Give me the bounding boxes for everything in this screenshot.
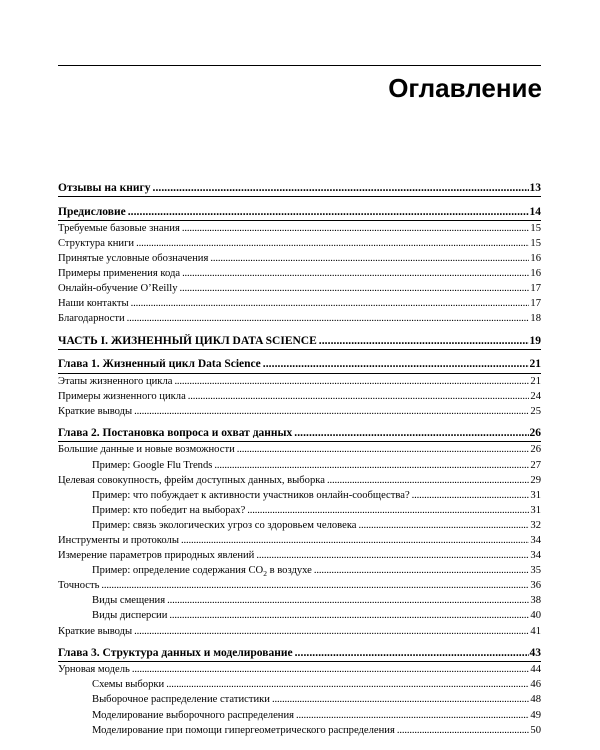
toc-entry-label: Моделирование выборочного распределения [92, 709, 295, 721]
dot-leader [263, 357, 529, 372]
dot-leader [272, 692, 529, 707]
toc-entry-page: 24 [530, 390, 541, 402]
toc-entry[interactable] [58, 533, 541, 548]
toc-entry-label: Пример: что побуждает к активности участников онлайн-сообщества? [92, 489, 410, 501]
toc-entry-page: 43 [529, 647, 541, 660]
toc-entry-page: 15 [530, 237, 541, 249]
toc-entry-page: 26 [530, 444, 541, 456]
toc-entry-page: 31 [530, 489, 541, 501]
toc-entry[interactable] [58, 404, 541, 419]
top-rule [58, 65, 541, 66]
toc-entry[interactable] [58, 374, 541, 389]
dot-leader [101, 578, 529, 593]
toc-entry[interactable] [58, 723, 541, 738]
toc-entry-label: Целевая совокупность, фрейм доступных данных, выборка [58, 474, 325, 486]
toc-entry-label: Структура книги [58, 237, 135, 249]
toc-entry-preface[interactable] [58, 205, 541, 221]
dot-leader [182, 221, 530, 236]
toc-entry-label: Наши контакты [58, 298, 129, 310]
toc-entry[interactable] [58, 578, 541, 593]
toc-entry-label: Отзывы на книгу [58, 182, 151, 194]
toc-entry[interactable] [58, 593, 541, 608]
toc-entry-label: Виды смещения [92, 595, 166, 607]
toc-entry-label: Измерение параметров природных явлений [58, 550, 255, 562]
toc-entry[interactable] [58, 236, 541, 251]
toc-entry-label: Виды дисперсии [92, 610, 168, 622]
toc-entry[interactable] [58, 458, 541, 473]
toc-entry-label: Примеры жизненного цикла [58, 390, 186, 402]
toc-entry-page: 29 [530, 474, 541, 486]
dot-leader [237, 442, 530, 457]
toc-entry[interactable] [58, 518, 541, 533]
toc-entry-page: 27 [530, 459, 541, 471]
dot-leader [210, 251, 529, 266]
dot-leader [327, 473, 529, 488]
dot-leader [182, 266, 529, 281]
toc-entry[interactable] [58, 296, 541, 311]
dot-leader [181, 533, 529, 548]
toc-entry[interactable] [58, 548, 541, 563]
toc-entry[interactable] [58, 389, 541, 404]
dot-leader [134, 404, 529, 419]
toc-entry-page: 25 [530, 405, 541, 417]
toc-entry-label: Пример: кто победит на выборах? [92, 504, 246, 516]
dot-leader [256, 548, 529, 563]
dot-leader [136, 236, 529, 251]
dot-leader [127, 311, 530, 326]
toc-entry-page: 17 [530, 283, 541, 295]
toc-entry-label: Принятые условные обозначения [58, 252, 209, 264]
toc-entry-page: 21 [529, 358, 541, 371]
dot-leader [214, 458, 529, 473]
toc-entry-page: 36 [530, 580, 541, 592]
dot-leader [296, 708, 529, 723]
toc-entry-page: 16 [530, 252, 541, 264]
toc-entry-label-text: в воздухе [266, 565, 312, 577]
toc-entry-page: 35 [530, 565, 541, 577]
toc-entry-page: 34 [530, 534, 541, 546]
toc-entry-page: 13 [529, 182, 541, 194]
toc-entry[interactable] [58, 473, 541, 488]
toc-entry-label: Большие данные и новые возможности [58, 444, 235, 456]
toc-entry-page: 18 [530, 313, 541, 325]
toc-entry[interactable] [58, 266, 541, 281]
toc-entry-page: 15 [530, 222, 541, 234]
toc-entry-page: 44 [530, 664, 541, 676]
dot-leader [167, 593, 529, 608]
page-title: Оглавление [388, 73, 542, 103]
toc-entry-page: 14 [529, 205, 541, 218]
toc-entry-label: Схемы выборки [92, 679, 165, 691]
dot-leader [132, 662, 530, 677]
toc-entry-page: 26 [529, 427, 541, 440]
toc-entry[interactable] [58, 692, 541, 707]
toc-entry-chapter-1[interactable] [58, 357, 541, 373]
toc-entry[interactable] [58, 251, 541, 266]
toc-entry-page: 46 [530, 679, 541, 691]
toc-entry-page: 16 [530, 267, 541, 279]
dot-leader [294, 426, 528, 441]
toc-entry[interactable] [58, 677, 541, 692]
toc-entry-label [92, 563, 312, 578]
toc-entry[interactable] [58, 503, 541, 518]
toc-entry-page: 48 [530, 694, 541, 706]
toc-entry[interactable] [58, 563, 541, 578]
dot-leader [314, 563, 530, 578]
dot-leader [412, 488, 530, 503]
dot-leader [174, 374, 529, 389]
toc-entry-chapter-2[interactable] [58, 426, 541, 442]
toc-entry-label: Моделирование при помощи гипергеометрического распределения [92, 724, 395, 736]
toc-entry-label-subscript: 2 [263, 569, 267, 579]
dot-leader [134, 624, 529, 639]
table-of-contents [58, 181, 541, 738]
toc-entry-reviews[interactable] [58, 181, 541, 197]
toc-entry-page: 31 [530, 504, 541, 516]
toc-entry-label: Глава 1. Жизненный цикл Data Science [58, 358, 261, 371]
dot-leader [359, 518, 530, 533]
dot-leader [247, 503, 529, 518]
toc-entry-label: Пример: связь экологических угроз со здоровьем человека [92, 519, 357, 531]
toc-entry[interactable] [58, 708, 541, 723]
toc-entry[interactable] [58, 281, 541, 296]
toc-entry-page: 50 [530, 724, 541, 736]
toc-entry-label: Краткие выводы [58, 405, 133, 417]
toc-entry-label: Примеры применения кода [58, 267, 181, 279]
toc-entry-label: Требуемые базовые знания [58, 222, 180, 234]
toc-entry-page: 34 [530, 550, 541, 562]
toc-entry-label: Предисловие [58, 205, 126, 218]
dot-leader [153, 181, 529, 196]
toc-entry-label: Благодарности [58, 313, 125, 325]
toc-entry-label: Пример: Google Flu Trends [92, 459, 213, 471]
toc-entry-page: 49 [530, 709, 541, 721]
toc-entry[interactable] [58, 442, 541, 457]
toc-entry-page: 19 [529, 334, 541, 347]
toc-entry-page: 21 [530, 375, 541, 387]
toc-entry[interactable] [58, 221, 541, 236]
toc-entry[interactable] [58, 311, 541, 326]
toc-entry-label: Инструменты и протоколы [58, 534, 179, 546]
dot-leader [397, 723, 530, 738]
toc-entry[interactable] [58, 624, 541, 639]
dot-leader [180, 281, 530, 296]
dot-leader [319, 334, 529, 349]
toc-entry-page: 17 [530, 298, 541, 310]
dot-leader [295, 646, 529, 661]
toc-entry-page: 40 [530, 610, 541, 622]
dot-leader [169, 608, 529, 623]
dot-leader [128, 205, 529, 220]
toc-entry[interactable] [58, 662, 541, 677]
toc-entry-label: Урновая модель [58, 664, 130, 676]
dot-leader [166, 677, 529, 692]
dot-leader [131, 296, 530, 311]
toc-entry-label: ЧАСТЬ I. ЖИЗНЕННЫЙ ЦИКЛ DATA SCIENCE [58, 334, 317, 347]
toc-entry-label: Онлайн-обучение O’Reilly [58, 283, 178, 295]
toc-entry-label-text: Пример: определение содержания CO [92, 565, 264, 577]
toc-entry-label: Глава 3. Структура данных и моделирование [58, 647, 293, 660]
toc-entry-label: Точность [58, 580, 100, 592]
toc-entry[interactable] [58, 608, 541, 623]
toc-entry-page: 41 [530, 625, 541, 637]
toc-entry-label: Краткие выводы [58, 625, 133, 637]
dot-leader [188, 389, 530, 404]
toc-entry-label: Этапы жизненного цикла [58, 375, 173, 387]
toc-entry-part-1[interactable] [58, 334, 541, 350]
toc-entry-label: Глава 2. Постановка вопроса и охват данных [58, 427, 293, 440]
toc-entry-page: 32 [530, 519, 541, 531]
toc-entry-chapter-3[interactable] [58, 646, 541, 662]
toc-entry-label: Выборочное распределение статистики [92, 694, 270, 706]
toc-entry-page: 38 [530, 595, 541, 607]
toc-entry[interactable] [58, 488, 541, 503]
